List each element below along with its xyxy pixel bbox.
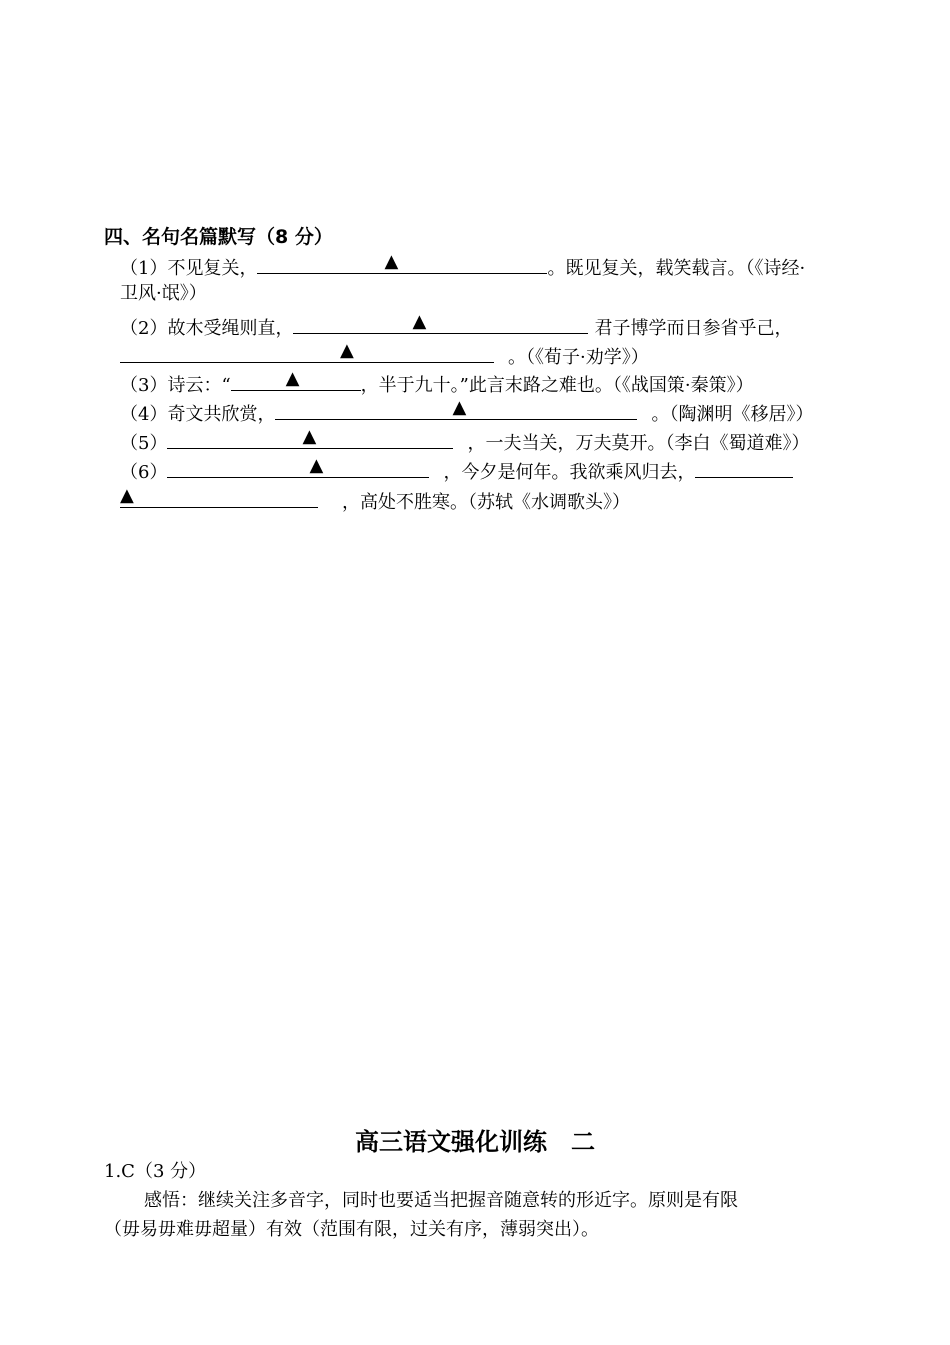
- triangle-marker-icon: ▲: [412, 311, 427, 332]
- q1-answer-blank[interactable]: [257, 253, 547, 274]
- q1-suffix: 。既见复关，载笑载言。（《诗经·: [547, 258, 806, 279]
- q2-answer-blank-2[interactable]: [120, 342, 494, 363]
- answer-paragraph-line-1: 感悟：继续关注多音字，同时也要适当把握音随意转的形近字。原则是有限: [144, 1190, 738, 1211]
- triangle-marker-icon: ▲: [302, 426, 317, 447]
- q6-answer-blank-2b[interactable]: [120, 487, 318, 508]
- q2-prefix: （2）故木受绳则直，: [120, 318, 294, 339]
- triangle-marker-icon: ▲: [340, 340, 354, 361]
- q3-suffix: ，半于九十。”此言末路之难也。（《战国策·秦策》）: [360, 375, 754, 396]
- question-1-cont: [120, 282, 207, 306]
- page-title: 高三语文强化训练 二: [355, 1127, 595, 1156]
- question-5-line: [120, 428, 809, 456]
- answer-label: 1.C（3 分）: [104, 1161, 207, 1182]
- question-6-cont: [120, 487, 630, 515]
- q5-prefix: （5）: [120, 433, 168, 454]
- question-2-cont: [120, 342, 649, 370]
- triangle-marker-icon: ▲: [120, 485, 134, 506]
- q4-answer-blank[interactable]: [275, 399, 637, 420]
- q3-prefix: （3）诗云：“: [120, 375, 231, 396]
- section-title: 四、名句名篇默写（8 分）: [104, 226, 333, 248]
- question-4-line: [120, 399, 813, 427]
- q1-continuation: 卫风·氓》）: [120, 283, 207, 304]
- q2-middle: 君子博学而日参省乎己，: [594, 318, 793, 339]
- q5-suffix: ，一夫当关，万夫莫开。（李白《蜀道难》）: [467, 433, 810, 454]
- question-1-line: [120, 253, 805, 281]
- question-2-line: [120, 313, 792, 341]
- q2-answer-blank-1[interactable]: [293, 313, 588, 334]
- triangle-marker-icon: ▲: [309, 455, 324, 476]
- answer-paragraph-line-2: （毋易毋难毋超量）有效（范围有限，过关有序，薄弱突出）。: [104, 1219, 599, 1240]
- q6-prefix: （6）: [120, 462, 168, 483]
- question-6-line: [120, 457, 793, 485]
- question-3-line: [120, 370, 754, 398]
- q2-source: 。（《荀子·劝学》）: [508, 347, 649, 368]
- triangle-marker-icon: ▲: [285, 368, 300, 389]
- q5-answer-blank[interactable]: [167, 428, 453, 449]
- q6-answer-blank-2a[interactable]: [695, 457, 793, 478]
- q6-middle: ，今夕是何年。我欲乘风归去，: [443, 462, 696, 483]
- q6-source: ，高处不胜寒。（苏轼《水调歌头》）: [342, 492, 630, 513]
- triangle-marker-icon: ▲: [452, 397, 467, 418]
- q3-answer-blank[interactable]: [231, 370, 361, 391]
- q4-prefix: （4）奇文共欣赏，: [120, 404, 276, 425]
- q4-suffix: 。（陶渊明《移居》）: [651, 404, 814, 425]
- triangle-marker-icon: ▲: [384, 251, 399, 272]
- q1-prefix: （1）不见复关，: [120, 258, 258, 279]
- q6-answer-blank-1[interactable]: [167, 457, 429, 478]
